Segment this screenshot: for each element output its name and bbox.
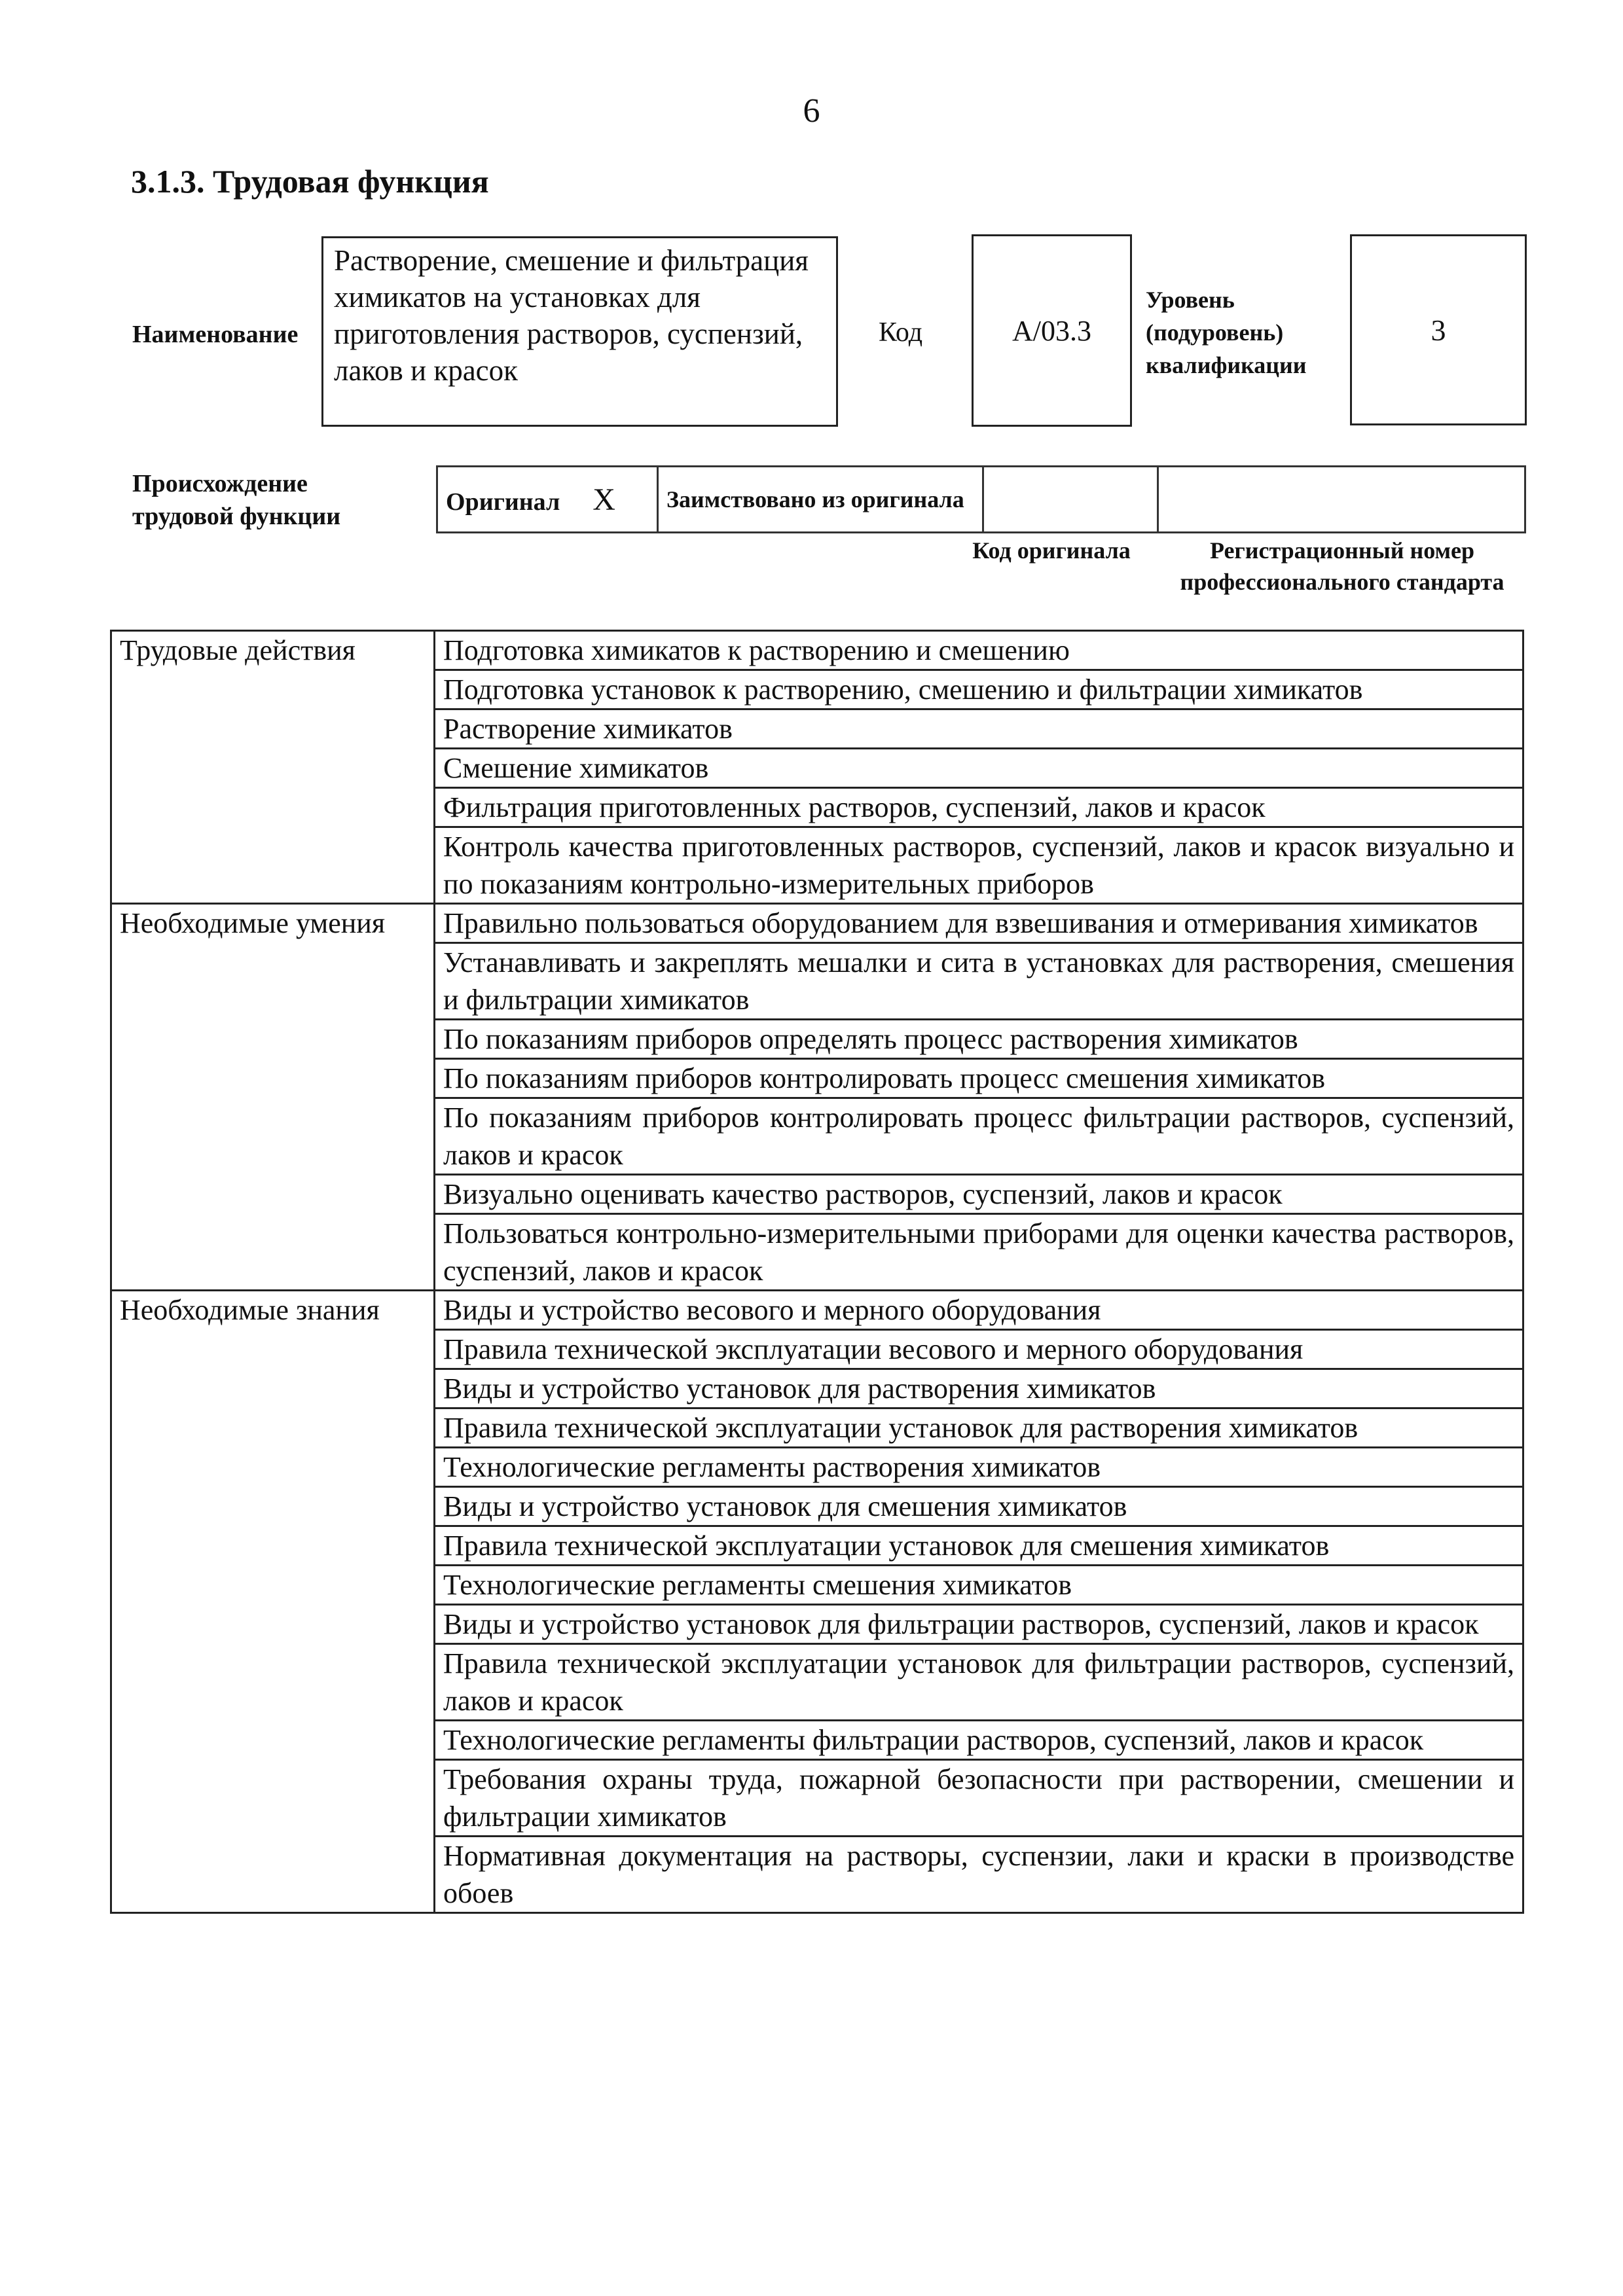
function-details-table (110, 630, 1524, 1914)
labor-actions-item: Подготовка химикатов к растворению и смешению (435, 631, 1523, 670)
name-label: Наименование (132, 321, 299, 348)
required-knowledge-item: Виды и устройство установок для растворения химикатов (435, 1369, 1523, 1408)
section-title: 3.1.3. Трудовая функция (131, 163, 489, 200)
labor-actions-heading: Трудовые действия (111, 631, 435, 904)
required-knowledge-item: Правила технической эксплуатации весового и мерного оборудования (435, 1330, 1523, 1369)
required-knowledge-item: Технологические регламенты смешения химикатов (435, 1566, 1523, 1605)
table-row (111, 631, 1523, 670)
required-knowledge-item: Требования охраны труда, пожарной безопасности при растворении, смешении и фильтрации химикатов (435, 1760, 1523, 1837)
code-value-box (972, 234, 1132, 427)
labor-actions-item: Смешение химикатов (435, 749, 1523, 788)
required-skills-item: Визуально оценивать качество растворов, суспензий, лаков и красок (435, 1175, 1523, 1214)
registration-number-cell (1158, 467, 1525, 533)
code-value: A/03.3 (1012, 314, 1091, 347)
required-skills-item: По показаниям приборов контролировать процесс фильтрации растворов, суспензий, лаков и красок (435, 1098, 1523, 1175)
required-skills-item: По показаниям приборов определять процесс растворения химикатов (435, 1020, 1523, 1059)
required-skills-item: Правильно пользоваться оборудованием для взвешивания и отмеривания химикатов (435, 904, 1523, 943)
labor-actions-item: Подготовка установок к растворению, смешению и фильтрации химикатов (435, 670, 1523, 709)
origin-table (436, 465, 1526, 533)
name-value-box (321, 236, 838, 427)
borrowed-cell (658, 467, 983, 533)
page-number: 6 (803, 92, 820, 130)
level-label: Уровень (подуровень) квалификации (1146, 287, 1307, 378)
required-knowledge-item: Виды и устройство весового и мерного оборудования (435, 1291, 1523, 1330)
original-code-cell (983, 467, 1158, 533)
original-code-caption: Код оригинала (972, 537, 1131, 564)
required-knowledge-item: Виды и устройство установок для фильтрации растворов, суспензий, лаков и красок (435, 1605, 1523, 1644)
labor-actions-item: Растворение химикатов (435, 709, 1523, 749)
origin-label: Происхождение трудовой функции (132, 470, 341, 530)
level-value: 3 (1431, 313, 1446, 347)
required-skills-item: По показаниям приборов контролировать процесс смешения химикатов (435, 1059, 1523, 1098)
required-knowledge-item: Правила технической эксплуатации установок для растворения химикатов (435, 1408, 1523, 1448)
origin-original-cell (437, 467, 658, 533)
required-skills-heading: Необходимые умения (111, 904, 435, 1291)
original-label: Оригинал (446, 488, 560, 516)
borrowed-label: Заимствовано из оригинала (666, 486, 964, 512)
required-knowledge-item: Правила технической эксплуатации установок для смешения химикатов (435, 1526, 1523, 1566)
labor-actions-item: Контроль качества приготовленных растворов, суспензий, лаков и красок визуально и по показаниям контрольно-измерительных приборов (435, 827, 1523, 904)
name-value: Растворение, смешение и фильтрация химикатов на установках для приготовления растворов, суспензий, лаков и красок (334, 244, 809, 387)
registration-number-caption: Регистрационный номер профессионального стандарта (1180, 537, 1504, 595)
required-skills-item: Устанавливать и закреплять мешалки и сита в установках для растворения, смешения и фильтрации химикатов (435, 943, 1523, 1020)
table-row (111, 1291, 1523, 1330)
level-value-box (1350, 234, 1527, 425)
original-mark: X (593, 482, 615, 517)
required-knowledge-item: Технологические регламенты растворения химикатов (435, 1448, 1523, 1487)
required-skills-item: Пользоваться контрольно-измерительными приборами для оценки качества растворов, суспензий, лаков и красок (435, 1214, 1523, 1291)
required-knowledge-item: Нормативная документация на растворы, суспензии, лаки и краски в производстве обоев (435, 1837, 1523, 1913)
required-knowledge-item: Виды и устройство установок для смешения химикатов (435, 1487, 1523, 1526)
required-knowledge-item: Технологические регламенты фильтрации растворов, суспензий, лаков и красок (435, 1721, 1523, 1760)
required-knowledge-heading: Необходимые знания (111, 1291, 435, 1913)
required-knowledge-item: Правила технической эксплуатации установок для фильтрации растворов, суспензий, лаков и красок (435, 1644, 1523, 1721)
table-row (111, 904, 1523, 943)
code-label: Код (879, 317, 923, 348)
labor-actions-item: Фильтрация приготовленных растворов, суспензий, лаков и красок (435, 788, 1523, 827)
